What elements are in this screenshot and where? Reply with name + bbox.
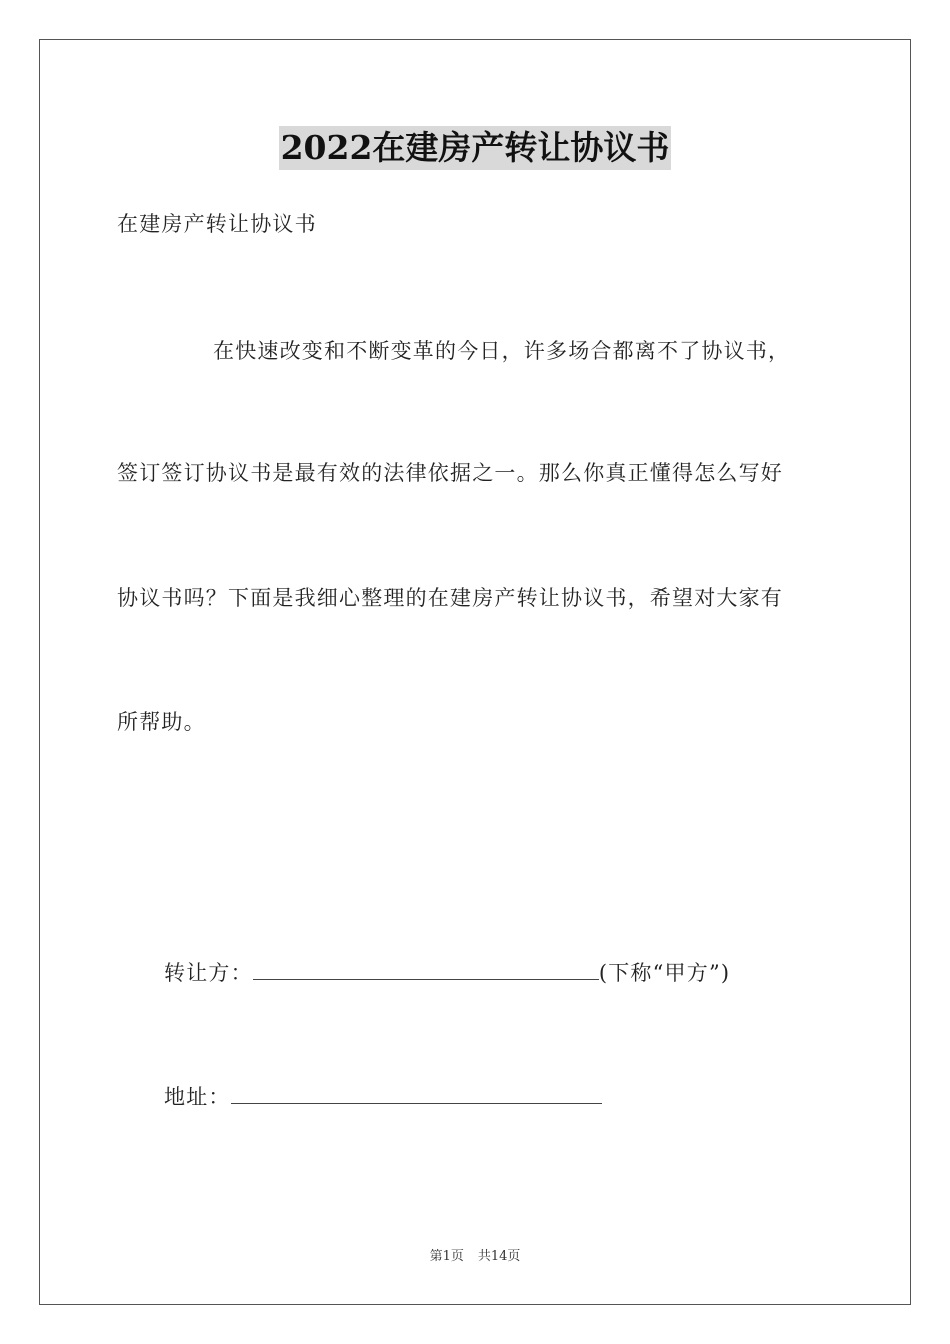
title-container — [0, 126, 950, 170]
page-total: 共14页 — [477, 1249, 521, 1264]
document-subtitle: 在建房产转让协议书 — [117, 212, 317, 236]
paragraph-line-1: 在快速改变和不断变革的今日，许多场合都离不了协议书， — [213, 339, 791, 363]
paragraph-line-4: 所帮助。 — [117, 710, 206, 734]
transferor-label: 转让方： — [164, 961, 253, 985]
transferor-suffix: (下称“甲方”) — [598, 961, 731, 985]
page-current: 第1页 — [429, 1249, 464, 1264]
transferor-blank[interactable] — [253, 957, 599, 980]
page-footer — [0, 1247, 950, 1267]
paragraph-line-3: 协议书吗？下面是我细心整理的在建房产转让协议书，希望对大家有 — [117, 586, 783, 610]
paragraph-line-2: 签订签订协议书是最有效的法律依据之一。那么你真正懂得怎么写好 — [117, 461, 783, 485]
address-blank[interactable] — [231, 1081, 602, 1104]
address-label: 地址： — [164, 1085, 231, 1109]
address-row — [164, 1081, 602, 1112]
document-title: 2022在建房产转让协议书 — [279, 126, 672, 170]
transferor-row — [164, 957, 730, 988]
